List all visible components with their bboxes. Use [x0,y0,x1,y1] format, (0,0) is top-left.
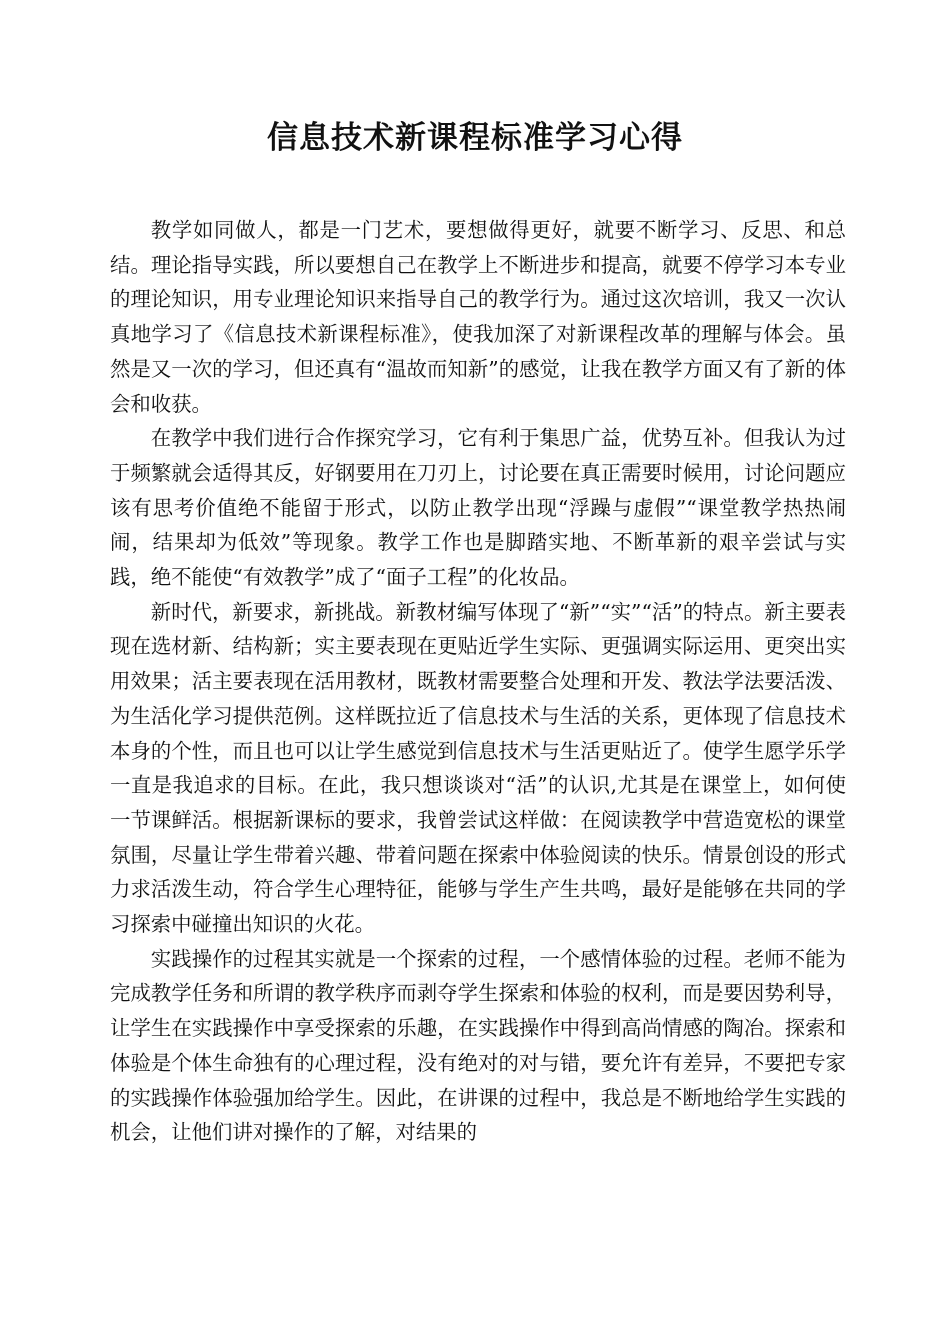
paragraph-3: 新时代，新要求，新挑战。新教材编写体现了“新”“实”“活”的特点。新主要表现在选材新、结构新；实主要表现在更贴近学生实际、更强调实际运用、更突出实用效果；活主要表现在活用教材，既教材需要整合处理和开发、教法学法要活泼、为生活化学习提供范例。这样既拉近了信息技术与生活的关系，更体现了信息技术本身的个性，而且也可以让学生感觉到信息技术与生活更贴近了。使学生愿学乐学一直是我追求的目标。在此，我只想谈谈对“活”的认识,尤其是在课堂上，如何使一节课鲜活。根据新课标的要求，我曾尝试这样做：在阅读教学中营造宽松的课堂氛围，尽量让学生带着兴趣、带着问题在探索中体验阅读的快乐。情景创设的形式力求活泼生动，符合学生心理特征，能够与学生产生共鸣，最好是能够在共同的学习探索中碰撞出知识的火花。 [110,599,846,937]
document-body [110,213,846,1150]
paragraph-1: 教学如同做人，都是一门艺术，要想做得更好，就要不断学习、反思、和总结。理论指导实践，所以要想自己在教学上不断进步和提高，就要不停学习本专业的理论知识，用专业理论知识来指导自己的教学行为。通过这次培训，我又一次认真地学习了《信息技术新课程标准》，使我加深了对新课程改革的理解与体会。虽然是又一次的学习，但还真有“温故而知新”的感觉，让我在教学方面又有了新的体会和收获。 [110,218,846,416]
paragraph-2: 在教学中我们进行合作探究学习，它有利于集思广益，优势互补。但我认为过于频繁就会适得其反，好钢要用在刀刃上，讨论要在真正需要时候用，讨论问题应该有思考价值绝不能留于形式，以防止教学出现“浮躁与虚假”“课堂教学热热闹闹，结果却为低效”等现象。教学工作也是脚踏实地、不断革新的艰辛尝试与实践，绝不能使“有效教学”成了“面子工程”的化妆品。 [110,426,846,590]
document-title: 信息技术新课程标准学习心得 [267,120,683,156]
paragraph-4: 实践操作的过程其实就是一个探索的过程，一个感情体验的过程。老师不能为完成教学任务和所谓的教学秩序而剥夺学生探索和体验的权利，而是要因势利导，让学生在实践操作中享受探索的乐趣，在实践操作中得到高尚情感的陶冶。探索和体验是个体生命独有的心理过程，没有绝对的对与错，要允许有差异，不要把专家的实践操作体验强加给学生。因此，在讲课的过程中，我总是不断地给学生实践的机会，让他们讲对操作的了解，对结果的 [110,946,846,1145]
